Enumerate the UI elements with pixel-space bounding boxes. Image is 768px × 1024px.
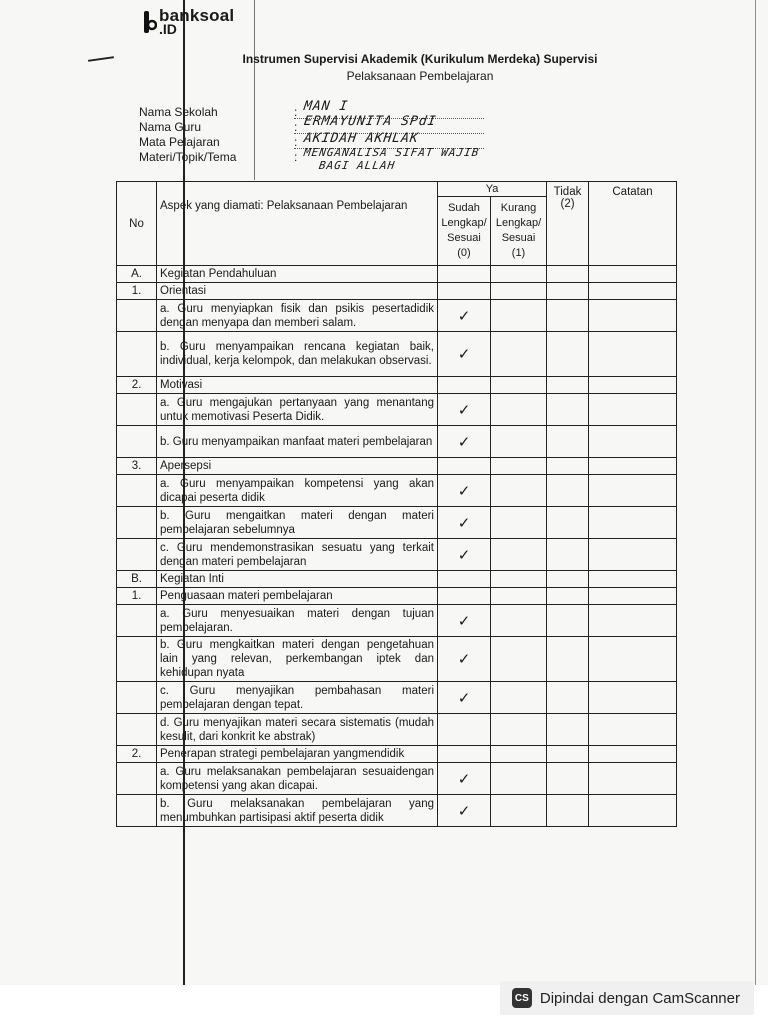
row-number bbox=[117, 763, 157, 795]
aspect-text: b. Guru mengaitkan materi dengan materi pembelajaran sebelumnya bbox=[157, 507, 438, 539]
table-section-row bbox=[117, 746, 677, 763]
row-number bbox=[117, 637, 157, 682]
row-number: 1. bbox=[117, 588, 157, 605]
fold-line-vertical-3 bbox=[755, 0, 756, 985]
col-header-ya: Ya bbox=[438, 182, 547, 197]
row-number bbox=[117, 332, 157, 377]
tidak-cell bbox=[547, 588, 589, 605]
tidak-cell bbox=[547, 394, 589, 426]
camscanner-icon: CS bbox=[512, 988, 532, 1008]
catatan-cell bbox=[589, 539, 677, 571]
kurang-cell bbox=[491, 605, 547, 637]
tidak-cell bbox=[547, 475, 589, 507]
section-title: Kegiatan Pendahuluan bbox=[157, 266, 438, 283]
table-row bbox=[117, 682, 677, 714]
kurang-cell bbox=[491, 458, 547, 475]
kurang-cell bbox=[491, 394, 547, 426]
kurang-cell bbox=[491, 300, 547, 332]
meta-colon: : bbox=[294, 150, 298, 164]
row-number bbox=[117, 714, 157, 746]
catatan-cell bbox=[589, 300, 677, 332]
tidak-cell bbox=[547, 714, 589, 746]
check-mark: ✓ bbox=[438, 475, 491, 507]
section-title: Penerapan strategi pembelajaran yangmendidik bbox=[157, 746, 438, 763]
kurang-cell bbox=[491, 377, 547, 394]
camscanner-watermark bbox=[500, 981, 754, 1015]
check-mark: ✓ bbox=[438, 682, 491, 714]
tidak-cell bbox=[547, 266, 589, 283]
check-mark: ✓ bbox=[438, 605, 491, 637]
aspect-text: a. Guru mengajukan pertanyaan yang menantang untuk memotivasi Peserta Didik. bbox=[157, 394, 438, 426]
col-header-catatan: Catatan bbox=[589, 182, 677, 266]
catatan-cell bbox=[589, 475, 677, 507]
kurang-cell bbox=[491, 266, 547, 283]
catatan-cell bbox=[589, 637, 677, 682]
table-row bbox=[117, 300, 677, 332]
table-section-row bbox=[117, 571, 677, 588]
kurang-cell bbox=[491, 539, 547, 571]
tidak-cell bbox=[547, 458, 589, 475]
meta-label: Nama Sekolah bbox=[139, 105, 218, 119]
table-row bbox=[117, 637, 677, 682]
table-row bbox=[117, 507, 677, 539]
table-row bbox=[117, 539, 677, 571]
meta-label: Materi/Topik/Tema bbox=[139, 150, 237, 164]
tidak-cell bbox=[547, 283, 589, 300]
meta-value-handwritten: MENGANALISA SIFAT WAJIB bbox=[303, 146, 481, 159]
catatan-cell bbox=[589, 588, 677, 605]
check-mark: ✓ bbox=[438, 637, 491, 682]
tidak-cell bbox=[547, 682, 589, 714]
check-mark: ✓ bbox=[438, 426, 491, 458]
meta-label: Nama Guru bbox=[139, 120, 202, 134]
row-number: A. bbox=[117, 266, 157, 283]
tidak-cell bbox=[547, 539, 589, 571]
table-row bbox=[117, 394, 677, 426]
meta-value-handwritten: MAN I bbox=[302, 99, 350, 114]
row-number bbox=[117, 300, 157, 332]
tidak-cell bbox=[547, 637, 589, 682]
meta-label: Mata Pelajaran bbox=[139, 135, 220, 149]
meta-value-handwritten-line2: BAGI ALLAH bbox=[318, 159, 397, 172]
catatan-cell bbox=[589, 605, 677, 637]
page-title: Instrumen Supervisi Akademik (Kurikulum Merdeka) Supervisi bbox=[242, 52, 598, 66]
aspect-text: b. Guru mengkaitkan materi dengan pengetahuan lain yang relevan, perkembangan iptek dan kehidupan nyata bbox=[157, 637, 438, 682]
tidak-cell bbox=[547, 377, 589, 394]
catatan-cell bbox=[589, 283, 677, 300]
table-section-row bbox=[117, 458, 677, 475]
logo-subtext: .ID bbox=[159, 21, 177, 37]
aspect-text: a. Guru melaksanakan pembelajaran sesuaidengan kompetensi yang akan dicapai. bbox=[157, 763, 438, 795]
logo-text: banksoal bbox=[159, 6, 235, 25]
row-number: 1. bbox=[117, 283, 157, 300]
kurang-cell bbox=[491, 571, 547, 588]
check-mark: ✓ bbox=[438, 763, 491, 795]
section-title: Orientasi bbox=[157, 283, 438, 300]
table-row bbox=[117, 426, 677, 458]
row-number: 2. bbox=[117, 746, 157, 763]
tidak-cell bbox=[547, 795, 589, 827]
kurang-cell bbox=[491, 283, 547, 300]
kurang-cell bbox=[491, 507, 547, 539]
check-mark bbox=[438, 377, 491, 394]
tidak-cell bbox=[547, 332, 589, 377]
col-header-no: No bbox=[117, 182, 157, 266]
kurang-cell bbox=[491, 332, 547, 377]
tidak-cell bbox=[547, 763, 589, 795]
check-mark bbox=[438, 283, 491, 300]
tidak-cell bbox=[547, 571, 589, 588]
camscanner-text: Dipindai dengan CamScanner bbox=[539, 989, 740, 1007]
table-row bbox=[117, 605, 677, 637]
logo-mark-icon bbox=[143, 9, 157, 35]
kurang-cell bbox=[491, 714, 547, 746]
section-title: Apersepsi bbox=[157, 458, 438, 475]
table-body bbox=[117, 266, 677, 827]
catatan-cell bbox=[589, 507, 677, 539]
catatan-cell bbox=[589, 426, 677, 458]
check-mark bbox=[438, 571, 491, 588]
col-header-tidak: Tidak (2) bbox=[547, 182, 589, 266]
kurang-cell bbox=[491, 588, 547, 605]
aspect-text: a. Guru menyampaikan kompetensi yang akan dicapai peserta didik bbox=[157, 475, 438, 507]
check-mark: ✓ bbox=[438, 300, 491, 332]
catatan-cell bbox=[589, 746, 677, 763]
section-title: Motivasi bbox=[157, 377, 438, 394]
kurang-cell bbox=[491, 746, 547, 763]
row-number bbox=[117, 426, 157, 458]
row-number bbox=[117, 682, 157, 714]
row-number: 3. bbox=[117, 458, 157, 475]
catatan-cell bbox=[589, 714, 677, 746]
col-header-kurang: Kurang Lengkap/ Sesuai (1) bbox=[491, 197, 547, 266]
meta-value-handwritten: ERMAYUNITA SPdI bbox=[302, 114, 438, 129]
col-header-sudah: Sudah Lengkap/ Sesuai (0) bbox=[438, 197, 491, 266]
kurang-cell bbox=[491, 763, 547, 795]
catatan-cell bbox=[589, 763, 677, 795]
kurang-cell bbox=[491, 475, 547, 507]
check-mark: ✓ bbox=[438, 332, 491, 377]
row-number bbox=[117, 394, 157, 426]
table-header-row bbox=[117, 182, 677, 197]
kurang-cell bbox=[491, 637, 547, 682]
catatan-cell bbox=[589, 332, 677, 377]
check-mark: ✓ bbox=[438, 539, 491, 571]
catatan-cell bbox=[589, 377, 677, 394]
kurang-cell bbox=[491, 682, 547, 714]
aspect-text: d. Guru menyajikan materi secara sistematis (mudah kesulit, dari konkrit ke abstrak) bbox=[157, 714, 438, 746]
tidak-cell bbox=[547, 746, 589, 763]
catatan-cell bbox=[589, 458, 677, 475]
check-mark: ✓ bbox=[438, 394, 491, 426]
check-mark bbox=[438, 746, 491, 763]
table-section-row bbox=[117, 377, 677, 394]
col-header-aspek: Aspek yang diamati: Pelaksanaan Pembelajaran bbox=[157, 182, 438, 266]
row-number bbox=[117, 605, 157, 637]
meta-colon: : bbox=[294, 135, 298, 149]
catatan-cell bbox=[589, 795, 677, 827]
aspect-text: b. Guru menyampaikan manfaat materi pembelajaran bbox=[157, 426, 438, 458]
section-title: Kegiatan Inti bbox=[157, 571, 438, 588]
page-subtitle: Pelaksanaan Pembelajaran bbox=[346, 69, 494, 83]
row-number bbox=[117, 795, 157, 827]
table-row bbox=[117, 475, 677, 507]
tidak-cell bbox=[547, 605, 589, 637]
table-row bbox=[117, 714, 677, 746]
aspect-text: b. Guru melaksanakan pembelajaran yang menumbuhkan partisipasi aktif peserta didik bbox=[157, 795, 438, 827]
row-number bbox=[117, 475, 157, 507]
catatan-cell bbox=[589, 571, 677, 588]
table-row bbox=[117, 763, 677, 795]
tidak-cell bbox=[547, 507, 589, 539]
banksoal-logo bbox=[143, 6, 253, 40]
table-section-row bbox=[117, 588, 677, 605]
table-section-row bbox=[117, 283, 677, 300]
row-number: 2. bbox=[117, 377, 157, 394]
check-mark bbox=[438, 588, 491, 605]
aspect-text: c. Guru menyajikan pembahasan materi pembelajaran dengan tepat. bbox=[157, 682, 438, 714]
catatan-cell bbox=[589, 394, 677, 426]
table-section-row bbox=[117, 266, 677, 283]
check-mark bbox=[438, 458, 491, 475]
table-row bbox=[117, 332, 677, 377]
row-number bbox=[117, 539, 157, 571]
check-mark bbox=[438, 266, 491, 283]
row-number: B. bbox=[117, 571, 157, 588]
kurang-cell bbox=[491, 426, 547, 458]
tidak-cell bbox=[547, 426, 589, 458]
check-mark bbox=[438, 714, 491, 746]
meta-colon: : bbox=[294, 120, 298, 134]
aspect-text: c. Guru mendemonstrasikan sesuatu yang terkait dengan materi pembelajaran bbox=[157, 539, 438, 571]
catatan-cell bbox=[589, 266, 677, 283]
section-title: Penguasaan materi pembelajaran bbox=[157, 588, 438, 605]
aspect-text: b. Guru menyampaikan rencana kegiatan baik, individual, kerja kelompok, dan melakukan observasi. bbox=[157, 332, 438, 377]
tidak-cell bbox=[547, 300, 589, 332]
check-mark: ✓ bbox=[438, 507, 491, 539]
table-row bbox=[117, 795, 677, 827]
meta-value-handwritten: AKIDAH AKHLAK bbox=[302, 131, 420, 146]
meta-colon: : bbox=[294, 105, 298, 119]
supervision-table bbox=[116, 181, 677, 827]
aspect-text: a. Guru menyiapkan fisik dan psikis pesertadidik dengan menyapa dan memberi salam. bbox=[157, 300, 438, 332]
row-number bbox=[117, 507, 157, 539]
aspect-text: a. Guru menyesuaikan materi dengan tujuan pembelajaran. bbox=[157, 605, 438, 637]
kurang-cell bbox=[491, 795, 547, 827]
check-mark: ✓ bbox=[438, 795, 491, 827]
catatan-cell bbox=[589, 682, 677, 714]
